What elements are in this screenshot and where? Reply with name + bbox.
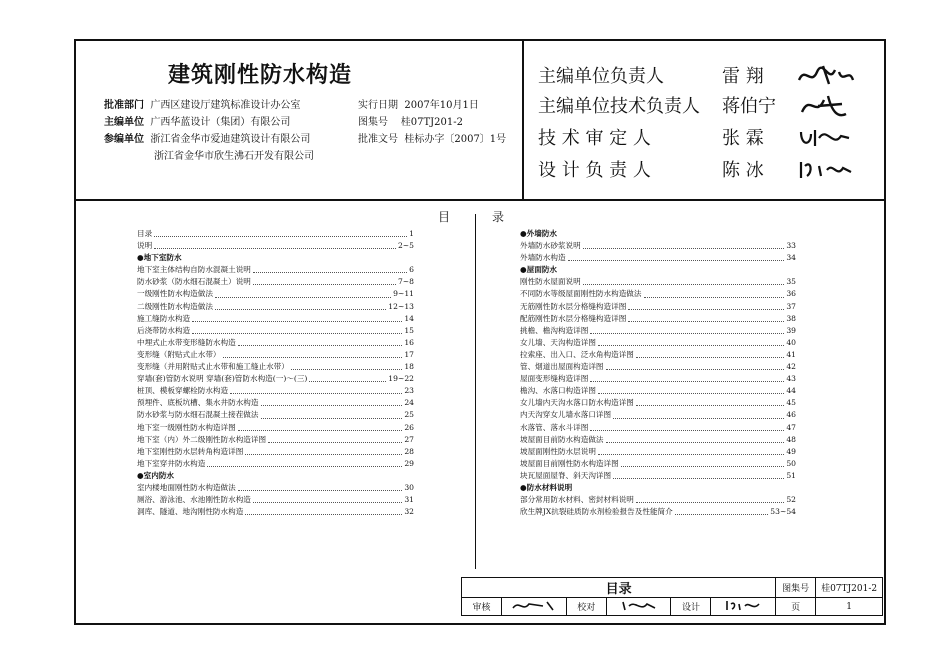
toc-entry <box>520 385 796 397</box>
toc-section-heading <box>137 470 414 482</box>
toc-leader-dots <box>291 361 402 370</box>
toc-page-number: 2~5 <box>397 241 414 251</box>
toc-entry-title: 施工缝防水构造 <box>137 313 191 323</box>
toc-section-heading <box>520 482 796 494</box>
toc-page-number: 33 <box>786 241 796 251</box>
toc-entry-title: 防水砂浆与防水细石混凝土接茬做法 <box>137 410 259 420</box>
toc-page-number: 41 <box>786 349 796 359</box>
header-divider <box>74 199 886 201</box>
toc-page-number: 37 <box>786 301 796 311</box>
toc-leader-dots <box>590 422 784 431</box>
role: 主编单位技术负责人 <box>538 96 700 117</box>
toc-leader-dots <box>215 301 386 310</box>
toc-entry-title: 外墙防水构造 <box>520 253 566 263</box>
title-block <box>461 577 883 616</box>
toc-page-number: 27 <box>404 434 414 444</box>
toc-entry-title: 地下室刚性防水层转角构造详图 <box>137 446 244 456</box>
toc-page-number: 31 <box>404 495 414 505</box>
toc-entry-title: 地下室主体结构自防水混凝土说明 <box>137 265 251 275</box>
toc-entry-title: 目录 <box>137 229 153 238</box>
participants-label: 参编单位 <box>104 134 144 145</box>
toc-entry-title: 欣生牌JX抗裂硅质防水剂检验报告及性能简介 <box>520 507 673 517</box>
responsible-row <box>538 62 764 88</box>
toc-page-number: 17 <box>404 349 414 359</box>
toc-entry-title: 女儿墙内天沟水落口防水构造详图 <box>520 398 634 408</box>
signature-2 <box>798 92 850 120</box>
toc-entry <box>520 349 796 361</box>
toc-leader-dots <box>598 446 784 455</box>
toc-page-number: 12~13 <box>388 301 414 311</box>
toc-page-number: 48 <box>786 434 796 444</box>
toc-page-number: 47 <box>786 422 796 432</box>
toc-right-column <box>520 228 796 518</box>
role: 设 计 负 责 人 <box>538 160 651 181</box>
toc-leader-dots <box>253 264 407 273</box>
toc-page-number: 29 <box>404 458 414 468</box>
person-name: 雷 翔 <box>722 66 764 87</box>
signature-3 <box>797 124 851 150</box>
toc-leader-dots <box>590 325 784 334</box>
toc-entry <box>137 325 414 337</box>
toc-entry <box>137 458 414 470</box>
toc-entry <box>520 252 796 264</box>
editor: 广西华蓝设计（集团）有限公司 <box>150 117 291 128</box>
toc-entry <box>137 240 414 252</box>
toc-leader-dots <box>253 276 396 285</box>
toc-leader-dots <box>628 301 784 310</box>
header-vertical-divider <box>522 39 524 200</box>
toc-entry <box>137 337 414 349</box>
toc-leader-dots <box>598 385 784 394</box>
toc-page-number: 52 <box>786 495 796 505</box>
toc-leader-dots <box>675 506 769 515</box>
responsible-row <box>538 156 764 182</box>
toc-entry-title: 屋面变形缝构造详图 <box>520 374 589 384</box>
toc-entry-title: 桩顶、模板穿螺栓防水构造 <box>137 386 229 396</box>
doc-label: 批准文号 <box>358 134 398 145</box>
toc-leader-dots <box>309 373 386 382</box>
toc-page-number: 24 <box>404 398 414 408</box>
toc-entry-title: 地下室一级刚性防水构造详图 <box>137 422 236 432</box>
toc-entry <box>137 361 414 373</box>
check-label: 校对 <box>566 598 606 616</box>
toc-entry-title: 预埋件、底板坑槽、集水井防水构造 <box>137 398 259 408</box>
toc-leader-dots <box>621 458 785 467</box>
role: 主编单位负责人 <box>538 66 664 87</box>
toc-page-number: 36 <box>786 289 796 299</box>
participant-2: 浙江省金华市欣生沸石开发有限公司 <box>154 151 314 162</box>
sheet-name: 目录 <box>462 578 776 598</box>
toc-entry-title: 说明 <box>137 241 153 251</box>
person-name: 陈 冰 <box>722 160 764 181</box>
toc-page-number: 35 <box>786 277 796 287</box>
toc-page-number: 32 <box>404 507 414 517</box>
toc-entry <box>137 373 414 385</box>
toc-entry-title: 檐沟、水落口构造详图 <box>520 386 596 396</box>
toc-page-number: 18 <box>404 362 414 372</box>
toc-entry-title: 坡屋面目前防水构造做法 <box>520 434 604 444</box>
toc-entry <box>137 409 414 421</box>
toc-page-number: 1 <box>409 229 414 238</box>
date-label: 实行日期 <box>358 100 398 111</box>
toc-entry <box>137 397 414 409</box>
toc-leader-dots <box>245 506 402 515</box>
toc-leader-dots <box>268 434 402 443</box>
toc-entry-title: 变形缝（附贴式止水带） <box>137 349 221 359</box>
toc-leader-dots <box>207 458 402 467</box>
design-signature <box>711 598 776 616</box>
toc-entry <box>137 228 414 240</box>
toc-leader-dots <box>583 240 785 249</box>
toc-entry <box>137 264 414 276</box>
toc-leader-dots <box>261 397 403 406</box>
toc-page-number: 6 <box>409 265 414 275</box>
toc-page-number: 53~54 <box>770 507 796 517</box>
toc-entry-title: 女儿墙、天沟构造详图 <box>520 337 596 347</box>
toc-page-number: 19~22 <box>388 374 414 384</box>
toc-entry <box>137 276 414 288</box>
review-label: 审核 <box>462 598 502 616</box>
toc-leader-dots <box>253 494 402 503</box>
toc-page-number: 51 <box>786 470 796 480</box>
toc-entry-title: 二级刚性防水构造做法 <box>137 301 213 311</box>
toc-entry <box>137 288 414 300</box>
toc-entry <box>520 506 796 518</box>
toc-column-divider <box>475 214 476 569</box>
toc-leader-dots <box>223 349 403 358</box>
toc-entry-title: ●防水材料说明 <box>520 482 573 492</box>
editor-label: 主编单位 <box>104 117 144 128</box>
toc-page-number: 42 <box>786 362 796 372</box>
toc-section-heading <box>137 252 414 264</box>
role: 技 术 审 定 人 <box>538 128 651 149</box>
toc-leader-dots <box>154 240 396 249</box>
toc-page-number: 44 <box>786 386 796 396</box>
toc-entry-title: 部分常用防水材料、密封材料说明 <box>520 495 634 505</box>
toc-page-number: 30 <box>404 482 414 492</box>
toc-page-number: 15 <box>404 325 414 335</box>
toc-entry-title: 刚性防水屋面说明 <box>520 277 581 287</box>
toc-entry <box>520 288 796 300</box>
toc-entry-title: 中埋式止水带变形缝防水构造 <box>137 337 236 347</box>
toc-page-number: 39 <box>786 325 796 335</box>
toc-entry <box>520 470 796 482</box>
toc-section-heading <box>520 228 796 240</box>
toc-entry <box>137 446 414 458</box>
toc-entry-title: 无筋刚性防水层分格缝构造详图 <box>520 301 627 311</box>
toc-page-number: 40 <box>786 337 796 347</box>
toc-entry <box>520 276 796 288</box>
toc-page-number: 46 <box>786 410 796 420</box>
toc-leader-dots <box>245 446 402 455</box>
responsible-row <box>538 124 764 150</box>
atlas-number: 桂07TJ201-2 <box>400 117 463 128</box>
toc-entry <box>137 313 414 325</box>
toc-page-number: 14 <box>404 313 414 323</box>
toc-leader-dots <box>598 337 784 346</box>
toc-entry-title: 拉索座、出入口、泛水角构造详图 <box>520 349 634 359</box>
toc-leader-dots <box>568 252 785 261</box>
toc-entry <box>520 373 796 385</box>
toc-entry <box>520 494 796 506</box>
toc-entry <box>520 313 796 325</box>
person-name: 张 霖 <box>722 128 764 149</box>
toc-page-number: 23 <box>404 386 414 396</box>
check-signature <box>606 598 671 616</box>
toc-leader-dots <box>192 325 402 334</box>
toc-entry-title: 挑檐、檐沟构造详图 <box>520 325 589 335</box>
toc-entry-title: 配筋刚性防水层分格缝构造详图 <box>520 313 627 323</box>
toc-leader-dots <box>215 288 391 297</box>
toc-entry-title: 穿墙(套)管防水说明 穿墙(套)管防水构造(一)～(三) <box>137 374 308 384</box>
toc-entry <box>137 434 414 446</box>
toc-entry-title: ●地下室防水 <box>137 253 182 263</box>
toc-entry <box>520 458 796 470</box>
toc-leader-dots <box>636 397 784 406</box>
page-label: 页 <box>776 598 816 616</box>
toc-leader-dots <box>590 373 784 382</box>
toc-entry-title: 防水砂浆（防水细石混凝土）说明 <box>137 277 251 287</box>
toc-leader-dots <box>644 288 785 297</box>
signature-4 <box>797 156 853 182</box>
toc-entry <box>137 385 414 397</box>
toc-entry-title: 一级刚性防水构造做法 <box>137 289 213 299</box>
toc-leader-dots <box>636 494 784 503</box>
atlas-label-cell: 图集号 <box>776 578 816 598</box>
toc-entry-title: 厕浴、游泳池、水池刚性防水构造 <box>137 495 251 505</box>
toc-page-number: 7~8 <box>397 277 414 287</box>
toc-leader-dots <box>613 470 784 479</box>
toc-entry <box>137 506 414 518</box>
toc-entry-title: 地下室穿井防水构造 <box>137 458 206 468</box>
toc-entry <box>520 422 796 434</box>
issuer-block <box>104 97 314 165</box>
toc-leader-dots <box>606 361 785 370</box>
atlas-label: 图集号 <box>358 117 388 128</box>
toc-entry-title: 坡屋面目前刚性防水构造详图 <box>520 458 619 468</box>
toc-entry <box>137 482 414 494</box>
signature-1 <box>795 62 855 90</box>
toc-page-number: 34 <box>786 253 796 263</box>
toc-entry <box>520 301 796 313</box>
toc-entry-title: ●外墙防水 <box>520 229 558 238</box>
toc-entry <box>520 434 796 446</box>
toc-page-number: 28 <box>404 446 414 456</box>
toc-leader-dots <box>613 409 784 418</box>
toc-entry <box>520 240 796 252</box>
toc-page-number: 25 <box>404 410 414 420</box>
toc-entry <box>137 301 414 313</box>
toc-entry-title: 内天沟穿女儿墙水落口详图 <box>520 410 612 420</box>
toc-section-heading <box>520 264 796 276</box>
toc-leader-dots <box>230 385 402 394</box>
doc-number: 桂标办字〔2007〕1号 <box>404 134 507 145</box>
date: 2007年10月1日 <box>404 100 479 111</box>
toc-leader-dots <box>192 313 402 322</box>
atlas-number-cell: 桂07TJ201-2 <box>816 578 883 598</box>
toc-entry-title: ●室内防水 <box>137 470 175 480</box>
toc-entry <box>137 422 414 434</box>
toc-entry <box>520 409 796 421</box>
toc-leader-dots <box>238 482 403 491</box>
toc-leader-dots <box>606 434 785 443</box>
toc-page-number: 50 <box>786 458 796 468</box>
toc-page-number: 38 <box>786 313 796 323</box>
toc-entry-title: 不同防水等级屋面刚性防水构造做法 <box>520 289 642 299</box>
document-title: 建筑刚性防水构造 <box>168 63 353 88</box>
toc-leader-dots <box>238 337 403 346</box>
toc-entry-title: 块瓦屋面屋脊、斜天沟详图 <box>520 470 612 480</box>
toc-leader-dots <box>154 228 407 237</box>
toc-entry-title: 外墙防水砂浆说明 <box>520 241 581 251</box>
toc-entry-title: 后浇带防水构造 <box>137 325 191 335</box>
approve-dept-label: 批准部门 <box>104 100 144 111</box>
toc-page-number: 16 <box>404 337 414 347</box>
toc-leader-dots <box>261 409 403 418</box>
toc-entry-title: 管、烟道出屋面构造详图 <box>520 362 604 372</box>
person-name: 蒋伯宁 <box>722 96 776 117</box>
toc-entry-title: 地下室（内）外二级刚性防水构造详图 <box>137 434 267 444</box>
toc-entry-title: 水落管、落水斗详图 <box>520 422 589 432</box>
toc-entry <box>520 361 796 373</box>
toc-page-number: 45 <box>786 398 796 408</box>
toc-leader-dots <box>628 313 784 322</box>
toc-left-column <box>137 228 414 518</box>
toc-entry <box>520 337 796 349</box>
toc-leader-dots <box>238 422 403 431</box>
page-number: 1 <box>816 598 883 616</box>
toc-leader-dots <box>583 276 785 285</box>
toc-entry-title: 洞库、隧道、地沟刚性防水构造 <box>137 507 244 517</box>
responsible-row <box>538 92 776 118</box>
toc-page-number: 9~11 <box>393 289 414 299</box>
toc-entry <box>137 494 414 506</box>
toc-entry-title: 变形缝（并用附贴式止水带和施工缝止水带） <box>137 362 289 372</box>
approve-dept: 广西区建设厅建筑标准设计办公室 <box>150 100 301 111</box>
toc-entry <box>520 325 796 337</box>
toc-entry <box>520 397 796 409</box>
toc-leader-dots <box>636 349 784 358</box>
meta-block <box>358 97 506 148</box>
toc-entry-title: 坡屋面刚性防水层说明 <box>520 446 596 456</box>
toc-heading: 目录 <box>438 210 547 224</box>
toc-entry <box>520 446 796 458</box>
toc-page-number: 49 <box>786 446 796 456</box>
toc-page-number: 26 <box>404 422 414 432</box>
participant-1: 浙江省金华市爱迪建筑设计有限公司 <box>150 134 311 145</box>
toc-entry <box>137 349 414 361</box>
design-label: 设计 <box>671 598 711 616</box>
toc-entry-title: ●屋面防水 <box>520 265 558 275</box>
review-signature <box>502 598 567 616</box>
toc-page-number: 43 <box>786 374 796 384</box>
toc-entry-title: 室内楼地面刚性防水构造做法 <box>137 482 236 492</box>
